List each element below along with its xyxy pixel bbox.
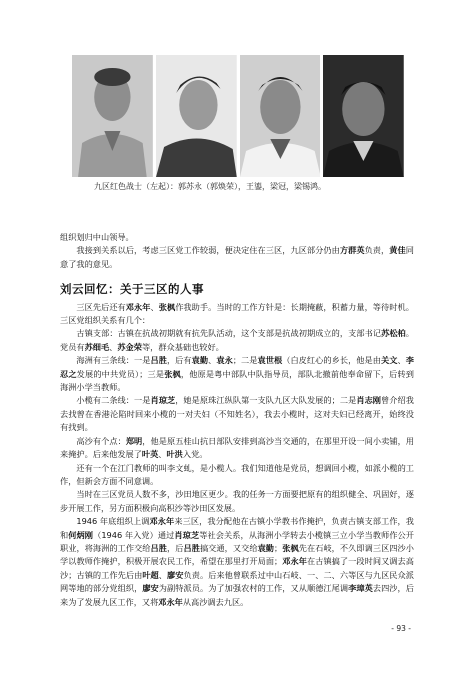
figure-caption: 九区红色战士（左起）：郭苏永（郭焕荣），王鎏，梁冠，梁锡鸿。 (94, 182, 326, 191)
text-run: 作我助手。当时的工作方针是：长期掩蔽，积蓄力量，等待时机。三区党组织关系有几个： (60, 301, 414, 326)
person-name: 郑明 (125, 435, 143, 446)
paragraph (60, 394, 414, 434)
text-run: 、 (150, 301, 159, 312)
page-number: - 93 - (391, 624, 411, 633)
text-run: 、 (208, 355, 217, 366)
person-name: 袁世根 (257, 355, 283, 366)
person-name: 肖琼芝 (174, 529, 200, 540)
paragraph (60, 435, 414, 462)
text-run: 1946 年底组织上调 (76, 516, 150, 527)
person-name: 叶英 (141, 449, 159, 460)
person-name: 吕胜 (183, 542, 200, 553)
person-name: 苏细毛 (84, 341, 110, 352)
person-name: 方群英 (339, 245, 365, 256)
person-name: 黄佳 (389, 245, 406, 256)
person-name: 邓永年 (282, 556, 307, 567)
text-run: 等社会关系，从海洲小学转去小榄镇三立小学当教师作公开职业，将海洲的工作交给 (60, 529, 414, 553)
text-run: ； (274, 542, 283, 553)
person-name: 廖安 (142, 583, 159, 594)
text-run: ，后 (167, 542, 184, 553)
person-name: 叶超 (142, 569, 159, 580)
text-run: 在古镇搞了一段时间又调去高沙；古镇的工作先后由 (60, 556, 414, 580)
text-run: 当时在三区党员人数不多，沙田地区更少。我的任务一方面要把原有的组织健全、巩固好，逐步开展工作，另方面积极向高积沙等沙田区发展。 (60, 489, 414, 513)
text-run: 、 (158, 449, 167, 460)
text-run: （1946 年入党）通过 (93, 529, 175, 540)
person-name: 袁永 (216, 355, 233, 366)
person-name: 肖琼芝 (150, 395, 176, 406)
person-name: 邓永年 (149, 516, 175, 527)
text-run: 负责， (364, 245, 390, 256)
text-run: 为副特派员。为了加强农村的工作，又从顺德江尾调 (158, 583, 349, 594)
person-name: 何炳刚 (68, 529, 94, 540)
text-run: 先在石岐，不久即调三区四沙小学以教师作掩护，积极开展农民工作，希望在那里打开局面； (60, 542, 414, 567)
text-run: 等，群众基础也较好。 (141, 341, 224, 352)
text-run: 、 (109, 341, 118, 352)
person-name: 张枫 (282, 542, 299, 553)
portrait-photo-3 (240, 55, 321, 177)
paragraph (60, 231, 414, 244)
portrait-photo-2 (156, 55, 237, 177)
text-run: 发展的中共党员）；三是 (76, 368, 165, 379)
text-run: 三区先后还有 (76, 301, 126, 312)
paragraph (60, 354, 414, 394)
text-run: 。党员有 (60, 328, 414, 352)
text-run: 曾介绍我去找曾在香港沦陷时回来小榄的一对夫妇（不知姓名），我去小榄时，这对夫妇已经离开，始终没有找到。 (60, 395, 414, 433)
paragraph (60, 515, 414, 609)
text-run: 小榄有二条线：一是 (76, 395, 151, 406)
text-run: 来三区，我分配他在古镇小学教书作掩护，负责古镇支部工作，我和 (60, 516, 414, 540)
person-name: 吕胜 (150, 542, 168, 553)
text-run: 去四沙，后来为了发展九区工作，又将 (60, 583, 414, 607)
text-run: 海洲有三条线：一是 (76, 355, 151, 366)
person-name: 邓永年 (125, 301, 151, 312)
text-run: ，他原是粤中部队中队指导员，部队北撤前他奉命留下，后转到海洲小学当教师。 (60, 368, 414, 393)
text-run: ，她是原珠江纵队第一支队九区大队发展的；二是 (175, 395, 357, 406)
portrait-photo-1 (72, 55, 153, 177)
text-run: 入党。 (182, 449, 208, 460)
text-run: （白皮红心的乡长，他是由 (282, 355, 381, 366)
person-name: 廖安 (167, 569, 184, 580)
person-name: 李忍之 (60, 355, 414, 379)
paragraph (60, 301, 414, 328)
text-run: 、 (158, 569, 168, 580)
text-run: 负责。后来他曾联系过中山石岐、一、二、六等区与九区民众派网等地的部分党组织， (60, 569, 414, 594)
person-name: 张枫 (164, 368, 181, 379)
person-name: 叶洪 (166, 449, 183, 460)
paragraph (60, 327, 414, 354)
person-name: 吕胜 (150, 355, 167, 366)
paragraph (60, 488, 414, 515)
paragraph (60, 244, 414, 271)
person-name: 袁勤 (191, 355, 209, 366)
portrait-strip (72, 55, 404, 177)
text-run: 同意了我的意见。 (60, 245, 414, 269)
text-run: 、 (397, 355, 406, 366)
text-run: 还有一个在江门教师的叫李文虬，是小榄人。我们知道他是党员，想调回小榄，如派小榄的工作，但新会方面不同意调。 (60, 462, 414, 486)
person-name: 邓永年 (158, 596, 183, 607)
person-name: 张枫 (158, 301, 176, 312)
person-name: 苏金荣 (117, 341, 142, 352)
section-title: 刘云回忆：关于三区的人事 (60, 282, 204, 297)
text-run: 组织划归中山领导。 (60, 232, 134, 242)
person-name: 李璋英 (348, 583, 373, 594)
article-body (60, 231, 414, 609)
text-run: 古镇支部：古镇在抗战初期就有抗先队活动，这个支部是抗战初期成立的，支部书记 (76, 328, 382, 339)
person-name: 关文 (381, 355, 398, 366)
person-name: 苏松柏 (381, 328, 406, 339)
text-run: ，后有 (166, 355, 192, 366)
paragraph (60, 462, 414, 489)
text-run: ；二是 (232, 355, 258, 366)
person-name: 肖志刚 (356, 395, 382, 406)
person-name: 袁勤 (257, 542, 275, 553)
text-run: 从高沙调去九区。 (182, 596, 249, 607)
text-run: ，他是原五桂山抗日部队安排到高沙当交通的，在那里开设一间小卖铺，用来掩护。后来他发展了 (60, 435, 414, 460)
text-run: 高沙有个点： (76, 435, 126, 446)
text-run: 我接到关系以后，考虑三区党工作较弱，便决定住在三区，九区部分仍由 (76, 245, 340, 256)
text-run: 搞交通，又交给 (199, 542, 258, 553)
portrait-photo-4 (323, 55, 404, 177)
